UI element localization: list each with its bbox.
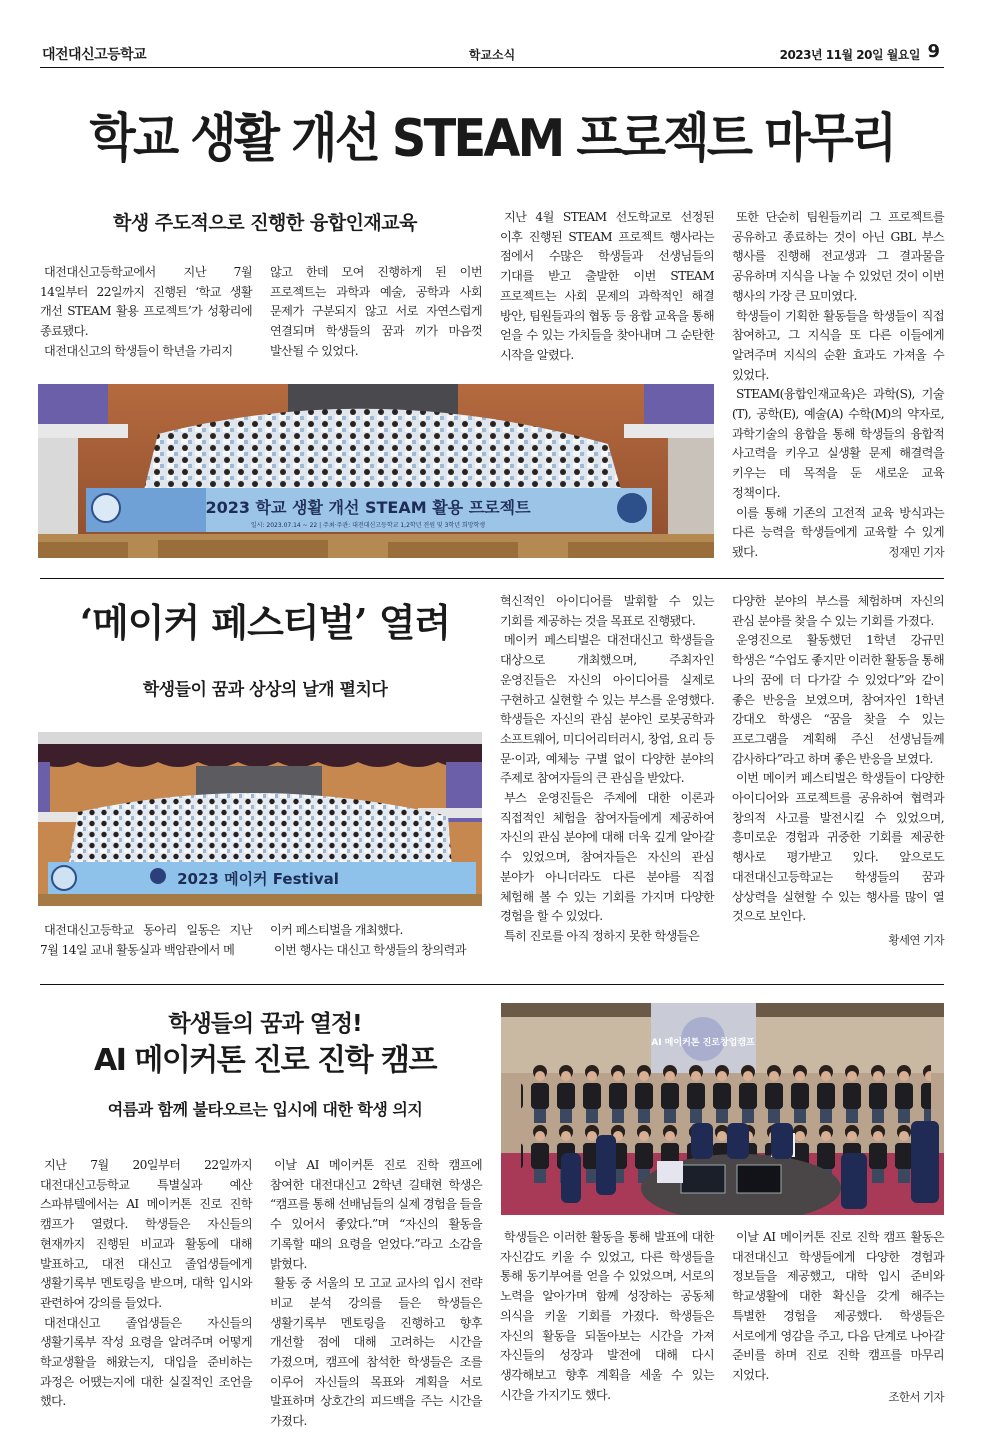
- paragraph: 이를 통해 기존의 고전적 교육 방식과는 다른 능력을 학생들에게 교육할 수 있게 됐다.: [732, 505, 944, 559]
- steam-photo-graphic: [38, 384, 714, 558]
- issue-date: 2023년 11월 20일 월요일: [779, 48, 920, 62]
- paragraph: 학생들은 이러한 활동을 통해 발표에 대한 자신감도 키울 수 있었고, 다른 학생들을 통해 동기부여를 얻을 수 있었으며, 서로의 노력을 알아가며 함께 성장하는 공동체 의식을 키울 기회를 가졌다. 학생들은 자신의 활동을 되돌아보는 시간을 가져 자신들의 성장과 발전에 대해 다시 생각해보고 향후 계획을 세울 수 있는 시간을 가지기도 했다.: [500, 1230, 714, 1402]
- article2-column-4: [732, 592, 944, 951]
- maker-banner: [48, 862, 476, 894]
- makerthon-photo-graphic: [501, 1003, 944, 1215]
- maker-photo-graphic: [38, 732, 482, 906]
- banner-title: 2023 학교 생활 개선 STEAM 활용 프로젝트: [205, 498, 531, 517]
- ai-makerthon-photo: [501, 1003, 944, 1215]
- paragraph: 이번 메이커 페스티벌은 학생들이 다양한 아이디어와 프로젝트를 공유하여 협력과 창의적 사고를 발전시킬 수 있었으며, 흥미로운 경험과 귀중한 기회를 제공한 행사로 평가받고 있다. 앞으로도 대전대신고등학교는 학생들의 꿈과 상상력을 실현할 수 있는 행사를 많이 열 것으로 보인다.: [732, 771, 944, 924]
- paragraph: 이번 행사는 대신고 학생들의 창의력과: [274, 942, 466, 957]
- banner-title: 2023 메이커 Festival: [177, 870, 339, 888]
- article1-column-4: [732, 208, 944, 563]
- screen-text: AI 메이커톤 진로창업캠프: [651, 1038, 755, 1048]
- article3-column-2: [270, 1156, 482, 1432]
- paragraph: 지난 4월 STEAM 선도학교로 선정된 이후 진행된 STEAM 프로젝트 행사라는 점에서 수많은 학생들과 선생님들의 기대를 받고 출발한 이번 STEAM 프로젝트는 사회 문제의 과학적인 해결 방안, 팀원들과의 협동 등 융합 교육을 통해 얻을 수 있는 가치들을 찾아내며 그 순탄한 시작을 알렸다.: [500, 210, 714, 362]
- article1-subheadline: 학생 주도적으로 진행한 융합인재교육: [112, 212, 417, 234]
- article2-column-2: [270, 921, 482, 960]
- paragraph: 혁신적인 아이디어를 발휘할 수 있는 기회를 제공하는 것을 목표로 진행됐다.: [500, 594, 714, 628]
- paragraph: 학생들이 기획한 활동들을 학생들이 직접 참여하고, 그 지식을 또 다른 이들에게 알려주며 지식의 순환 효과도 가져올 수 있었다.: [732, 308, 944, 382]
- paragraph: 또한 단순히 팀원들끼리 그 프로젝트를 공유하고 종료하는 것이 아닌 GBL 부스 행사를 진행해 전교생과 그 결과물을 공유하며 지식을 나눌 수 있었던 것이 이번 행사의 가장 큰 묘미였다.: [732, 210, 944, 303]
- steam-banner: [86, 488, 652, 532]
- paragraph: 않고 한데 모여 진행하게 된 이번 프로젝트는 과학과 예술, 공학과 사회 문제가 구분되지 않고 서로 자연스럽게 연결되며 학생들의 꿈과 끼가 마음껏 발산될 수 있었다.: [270, 265, 482, 358]
- article1-column-1: [40, 263, 252, 362]
- paragraph: 활동 중 서울의 모 고교 교사의 입시 전략 비교 분석 강의를 들은 학생들은 생활기록부 멘토링을 진행하고 향후 개선할 점에 대해 고려하는 시간을 가졌으며, 캠프에 참석한 학생들은 조를 이루어 자신들의 목표와 계획을 서로 발표하며 상호간의 피드백을 주는 시간을 가졌다.: [270, 1276, 482, 1429]
- paragraph: 대전대신고등학교 동아리 일동은 지난 7월 14일 교내 활동실과 백암관에서 메: [40, 923, 252, 957]
- article2-column-3: [500, 592, 714, 947]
- article3-headline-line2: AI 메이커톤 진로 진학 캠프: [94, 1043, 436, 1078]
- paragraph: 다양한 분야의 부스를 체험하며 자신의 관심 분야를 찾을 수 있는 기회를 가졌다.: [732, 594, 944, 628]
- article1-column-3: [500, 208, 714, 366]
- article1-column-2: [270, 263, 482, 362]
- article1-byline: 정재민 기자: [888, 544, 944, 559]
- paragraph: STEAM(융합인재교육)은 과학(S), 기술(T), 공학(E), 예술(A) 수학(M)의 약자로, 과학기술의 융합을 통해 학생들의 융합적 사고력을 키우고 실생활 문제 해결력을 키우는 데 목적을 둔 새로운 교육 정책이다.: [732, 387, 944, 500]
- paragraph: 대전대신고등학교에서 지난 7월 14일부터 22일까지 진행된 ‘학교 생활 개선 STEAM 활용 프로젝트’가 성황리에 종료됐다.: [40, 265, 252, 339]
- paragraph: 특히 진로를 아직 정하지 못한 학생들은: [504, 928, 700, 943]
- maker-festival-photo: [38, 732, 482, 906]
- article2-column-1: [40, 921, 252, 960]
- article3-column-1: [40, 1156, 252, 1412]
- paragraph: 대전대신고의 학생들이 학년을 가리지: [44, 343, 233, 358]
- article3-column-4: [732, 1228, 944, 1407]
- article2-headline: ‘메이커 페스티벌’ 열려: [79, 600, 451, 645]
- section-name: 학교소식: [468, 48, 516, 62]
- paragraph: 이날 AI 메이커톤 진로 진학 캠프에 참여한 대전대신고 2학년 길태현 학생은 “캠프를 통해 선배님들의 실제 경험을 들을 수 있어서 좋았다.”며 “자신의 활동을 기록할 때의 요령을 얻었다.”라고 소감을 밝혔다.: [270, 1158, 482, 1271]
- paragraph: 이커 페스티벌을 개최했다.: [270, 923, 403, 937]
- article2-byline: 황세연 기자: [888, 932, 944, 947]
- article3-byline: 조한서 기자: [888, 1389, 944, 1404]
- article3-column-3: [500, 1228, 714, 1405]
- article1-headline: 학교 생활 개선 STEAM 프로젝트 마무리: [89, 109, 895, 169]
- paragraph: 메이커 페스티벌은 대전대신고 학생들을 대상으로 개최했으며, 주최자인 운영진들은 자신의 아이디어를 실제로 구현하고 실현할 수 있는 부스를 운영했다. 학생들은 자신의 관심 분야인 로봇공학과 소프트웨어, 미디어리터러시, 창업, 요리 등 문·이과, 예체능 구별 없이 다양한 분야의 주제로 참여자들의 큰 관심을 받았다.: [500, 633, 714, 786]
- paragraph: 대전대신고 졸업생들은 자신들의 생활기록부 작성 요령을 알려주며 어떻게 학교생활을 해왔는지, 대입을 준비하는 과정은 어땠는지에 대한 실질적인 조언을 했다.: [40, 1315, 252, 1409]
- steam-group-photo: [38, 384, 714, 558]
- banner-subtitle: 일시: 2023.07.14 ~ 22 | 주최·주관: 대전대신고등학교 1,2학년 전원 및 3학년 희망학생: [250, 522, 486, 529]
- paragraph: 이날 AI 메이커톤 진로 진학 캠프 활동은 대전대신고 학생들에게 다양한 경험과 정보들을 제공했고, 대학 입시 준비와 학교생활에 대한 확신을 갖게 해주는 특별한 경험을 제공했다. 학생들은 서로에게 영감을 주고, 다음 단계로 나아갈 준비를 하며 진로 진학 캠프를 마무리 지었다.: [732, 1230, 944, 1382]
- page-number: 9: [927, 41, 940, 62]
- paragraph: 지난 7월 20일부터 22일까지 대전대신고등학교 특별실과 예산 스파뷰텔에서는 AI 메이커톤 진로 진학 캠프가 열렸다. 학생들은 자신들의 현재까지 진행된 비교과 활동에 대해 발표하고, 대전 대신고 졸업생들에게 생활기록부 멘토링을 받으며, 대학 입시와 관련하여 강의를 들었다.: [40, 1158, 252, 1310]
- masthead: [40, 40, 944, 68]
- article2-subheadline: 학생들이 꿈과 상상의 날개 펼치다: [142, 680, 388, 700]
- article3-subheadline: 여름과 함께 불타오르는 입시에 대한 학생 의지: [107, 1100, 423, 1119]
- article3-headline-line1: 학생들의 꿈과 열정!: [168, 1011, 362, 1037]
- newspaper-name: 대전대신고등학교: [42, 47, 147, 63]
- section-divider: [40, 984, 944, 985]
- paragraph: 운영진으로 활동했던 1학년 강규민 학생은 “수업도 좋지만 이러한 활동을 통해 나의 꿈에 더 다가갈 수 있었다”와 같이 좋은 반응을 보였으며, 참여자인 1학년 강대오 학생은 “꿈을 찾을 수 있는 프로그램을 계획해 주신 선생님들께 감사하다”라고 하며 좋은 반응을 보였다.: [732, 633, 944, 766]
- paragraph: 부스 운영진들은 주제에 대한 이론과 직접적인 체험을 참여자들에게 제공하여 자신의 관심 분야에 대해 더욱 깊게 알아갈 수 있었으며, 참여자들은 자신의 관심 분야가 아니더라도 다른 분야를 직접 체험해 볼 수 있는 기회를 가지며 다양한 경험을 할 수 있었다.: [500, 791, 714, 924]
- section-divider: [40, 578, 944, 579]
